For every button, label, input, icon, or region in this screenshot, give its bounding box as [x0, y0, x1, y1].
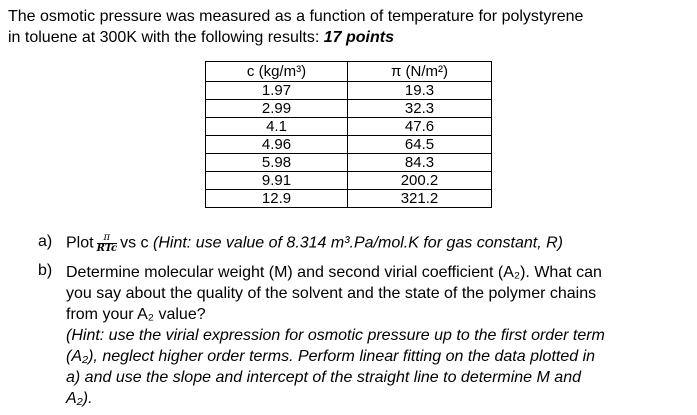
points-label: 17 points [323, 29, 394, 46]
table-row [206, 100, 492, 118]
question-b-hint-line [66, 367, 691, 388]
intro-line-1: The osmotic pressure was measured as a function of temperature for polystyrene [8, 8, 584, 25]
question-b-label: b) [38, 262, 53, 279]
cell-c: 12.9 [206, 190, 348, 208]
cell-pi: 64.5 [348, 136, 492, 154]
question-b-hint-text: A₂). [66, 390, 93, 407]
intro-line-2-text: in toluene at 300K with the following results: [8, 29, 324, 46]
cell-c: 4.1 [206, 118, 348, 136]
table-row [206, 172, 492, 190]
question-a-prefix: Plot [66, 234, 94, 252]
question-b-line: Determine molecular weight (M) and second virial coefficient (A₂). What can [66, 264, 602, 281]
cell-pi: 32.3 [348, 100, 492, 118]
question-b-body [66, 262, 691, 409]
question-a-label: a) [38, 233, 53, 250]
question-a-body [66, 233, 563, 254]
question-a-hint: (Hint: use value of 8.314 m³.Pa/mol.K for gas constant, R) [153, 234, 563, 252]
question-b-hint-line [66, 346, 691, 367]
cell-pi: 321.2 [348, 190, 492, 208]
header-concentration: c (kg/m³) [206, 62, 348, 82]
table-row [206, 154, 492, 172]
pi-over-rtc-fraction [97, 233, 118, 254]
cell-pi: 200.2 [348, 172, 492, 190]
question-b-hint-text: (Hint: use the virial expression for osmotic pressure up to the first order term [66, 327, 605, 344]
cell-c: 4.96 [206, 136, 348, 154]
cell-pi: 84.3 [348, 154, 492, 172]
question-b-hint-text: a) and use the slope and intercept of the straight line to determine M and [66, 369, 581, 386]
question-b-hint-line [66, 325, 691, 346]
table-row [206, 82, 492, 100]
data-table [205, 61, 492, 208]
question-a-text: vs c [120, 234, 149, 252]
table-row [206, 136, 492, 154]
question-b-line: from your A₂ value? [66, 306, 206, 323]
question-b-line: you say about the quality of the solvent and the state of the polymer chains [66, 285, 597, 302]
cell-c: 9.91 [206, 172, 348, 190]
cell-c: 2.99 [206, 100, 348, 118]
problem-intro [8, 6, 693, 48]
cell-pi: 47.6 [348, 118, 492, 136]
header-osmotic-pressure: π (N/m²) [348, 62, 492, 82]
fraction-denominator: RTc [96, 243, 118, 254]
cell-c: 1.97 [206, 82, 348, 100]
question-b-hint-line [66, 388, 691, 409]
table-header-row [206, 62, 492, 82]
question-b-hint-text: (A₂), neglect higher order terms. Perform linear fitting on the data plotted in [66, 348, 596, 365]
fraction-numerator: π [97, 233, 118, 244]
cell-c: 5.98 [206, 154, 348, 172]
table-row [206, 190, 492, 208]
cell-pi: 19.3 [348, 82, 492, 100]
intro-line-2 [8, 27, 693, 48]
table-row [206, 118, 492, 136]
